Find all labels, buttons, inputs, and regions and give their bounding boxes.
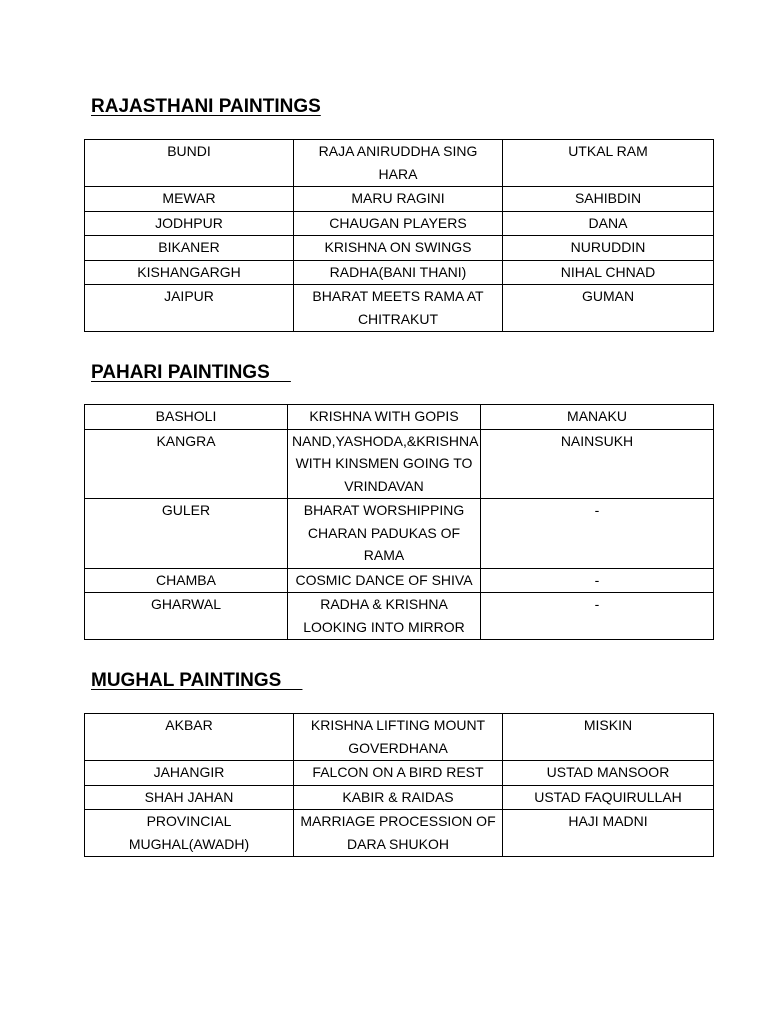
school-cell: JODHPUR: [85, 211, 294, 236]
table-row: [85, 714, 714, 761]
school-cell: AKBAR: [85, 714, 294, 761]
artist-cell: -: [481, 568, 714, 593]
table-row: [85, 429, 714, 499]
painting-cell: FALCON ON A BIRD REST: [294, 761, 503, 786]
table-row: [85, 187, 714, 212]
school-cell: KISHANGARGH: [85, 260, 294, 285]
school-cell: JAIPUR: [85, 285, 294, 332]
painting-cell: MARU RAGINI: [294, 187, 503, 212]
school-cell: BASHOLI: [85, 405, 288, 430]
artist-cell: NIHAL CHNAD: [503, 260, 714, 285]
school-cell: BUNDI: [85, 140, 294, 187]
table-row: [85, 593, 714, 640]
school-cell: CHAMBA: [85, 568, 288, 593]
painting-cell: BHARAT WORSHIPPING CHARAN PADUKAS OF RAMA: [288, 499, 481, 569]
artist-cell: SAHIBDIN: [503, 187, 714, 212]
section-title-rajasthani: RAJASTHANI PAINTINGS: [91, 96, 321, 117]
table-row: [85, 761, 714, 786]
table-row: [85, 499, 714, 569]
table-row: [85, 236, 714, 261]
school-cell: KANGRA: [85, 429, 288, 499]
painting-cell: RAJA ANIRUDDHA SING HARA: [294, 140, 503, 187]
painting-cell: KABIR & RAIDAS: [294, 785, 503, 810]
artist-cell: NAINSUKH: [481, 429, 714, 499]
section-title-mughal: MUGHAL PAINTINGS: [91, 670, 303, 691]
pahari-paintings-table: [84, 404, 714, 640]
table-row: [85, 568, 714, 593]
painting-cell: CHAUGAN PLAYERS: [294, 211, 503, 236]
rajasthani-paintings-table: [84, 139, 714, 332]
artist-cell: -: [481, 499, 714, 569]
painting-cell: KRISHNA WITH GOPIS: [288, 405, 481, 430]
mughal-paintings-table: [84, 713, 714, 857]
school-cell: JAHANGIR: [85, 761, 294, 786]
table-row: [85, 405, 714, 430]
artist-cell: DANA: [503, 211, 714, 236]
painting-cell: KRISHNA LIFTING MOUNT GOVERDHANA: [294, 714, 503, 761]
school-cell: BIKANER: [85, 236, 294, 261]
section-title-pahari: PAHARI PAINTINGS: [91, 362, 291, 383]
artist-cell: USTAD FAQUIRULLAH: [503, 785, 714, 810]
school-cell: GHARWAL: [85, 593, 288, 640]
painting-cell: RADHA & KRISHNA LOOKING INTO MIRROR: [288, 593, 481, 640]
school-cell: MEWAR: [85, 187, 294, 212]
artist-cell: NURUDDIN: [503, 236, 714, 261]
school-cell: SHAH JAHAN: [85, 785, 294, 810]
table-row: [85, 785, 714, 810]
school-cell: GULER: [85, 499, 288, 569]
school-cell: PROVINCIAL MUGHAL(AWADH): [85, 810, 294, 857]
painting-cell: NAND,YASHODA,&KRISHNA WITH KINSMEN GOING TO VRINDAVAN: [288, 429, 481, 499]
table-row: [85, 211, 714, 236]
painting-cell: BHARAT MEETS RAMA AT CHITRAKUT: [294, 285, 503, 332]
artist-cell: -: [481, 593, 714, 640]
painting-cell: MARRIAGE PROCESSION OF DARA SHUKOH: [294, 810, 503, 857]
table-row: [85, 260, 714, 285]
painting-cell: RADHA(BANI THANI): [294, 260, 503, 285]
artist-cell: UTKAL RAM: [503, 140, 714, 187]
painting-cell: KRISHNA ON SWINGS: [294, 236, 503, 261]
table-row: [85, 140, 714, 187]
artist-cell: USTAD MANSOOR: [503, 761, 714, 786]
painting-cell: COSMIC DANCE OF SHIVA: [288, 568, 481, 593]
artist-cell: MANAKU: [481, 405, 714, 430]
artist-cell: MISKIN: [503, 714, 714, 761]
table-row: [85, 810, 714, 857]
artist-cell: GUMAN: [503, 285, 714, 332]
table-row: [85, 285, 714, 332]
artist-cell: HAJI MADNI: [503, 810, 714, 857]
